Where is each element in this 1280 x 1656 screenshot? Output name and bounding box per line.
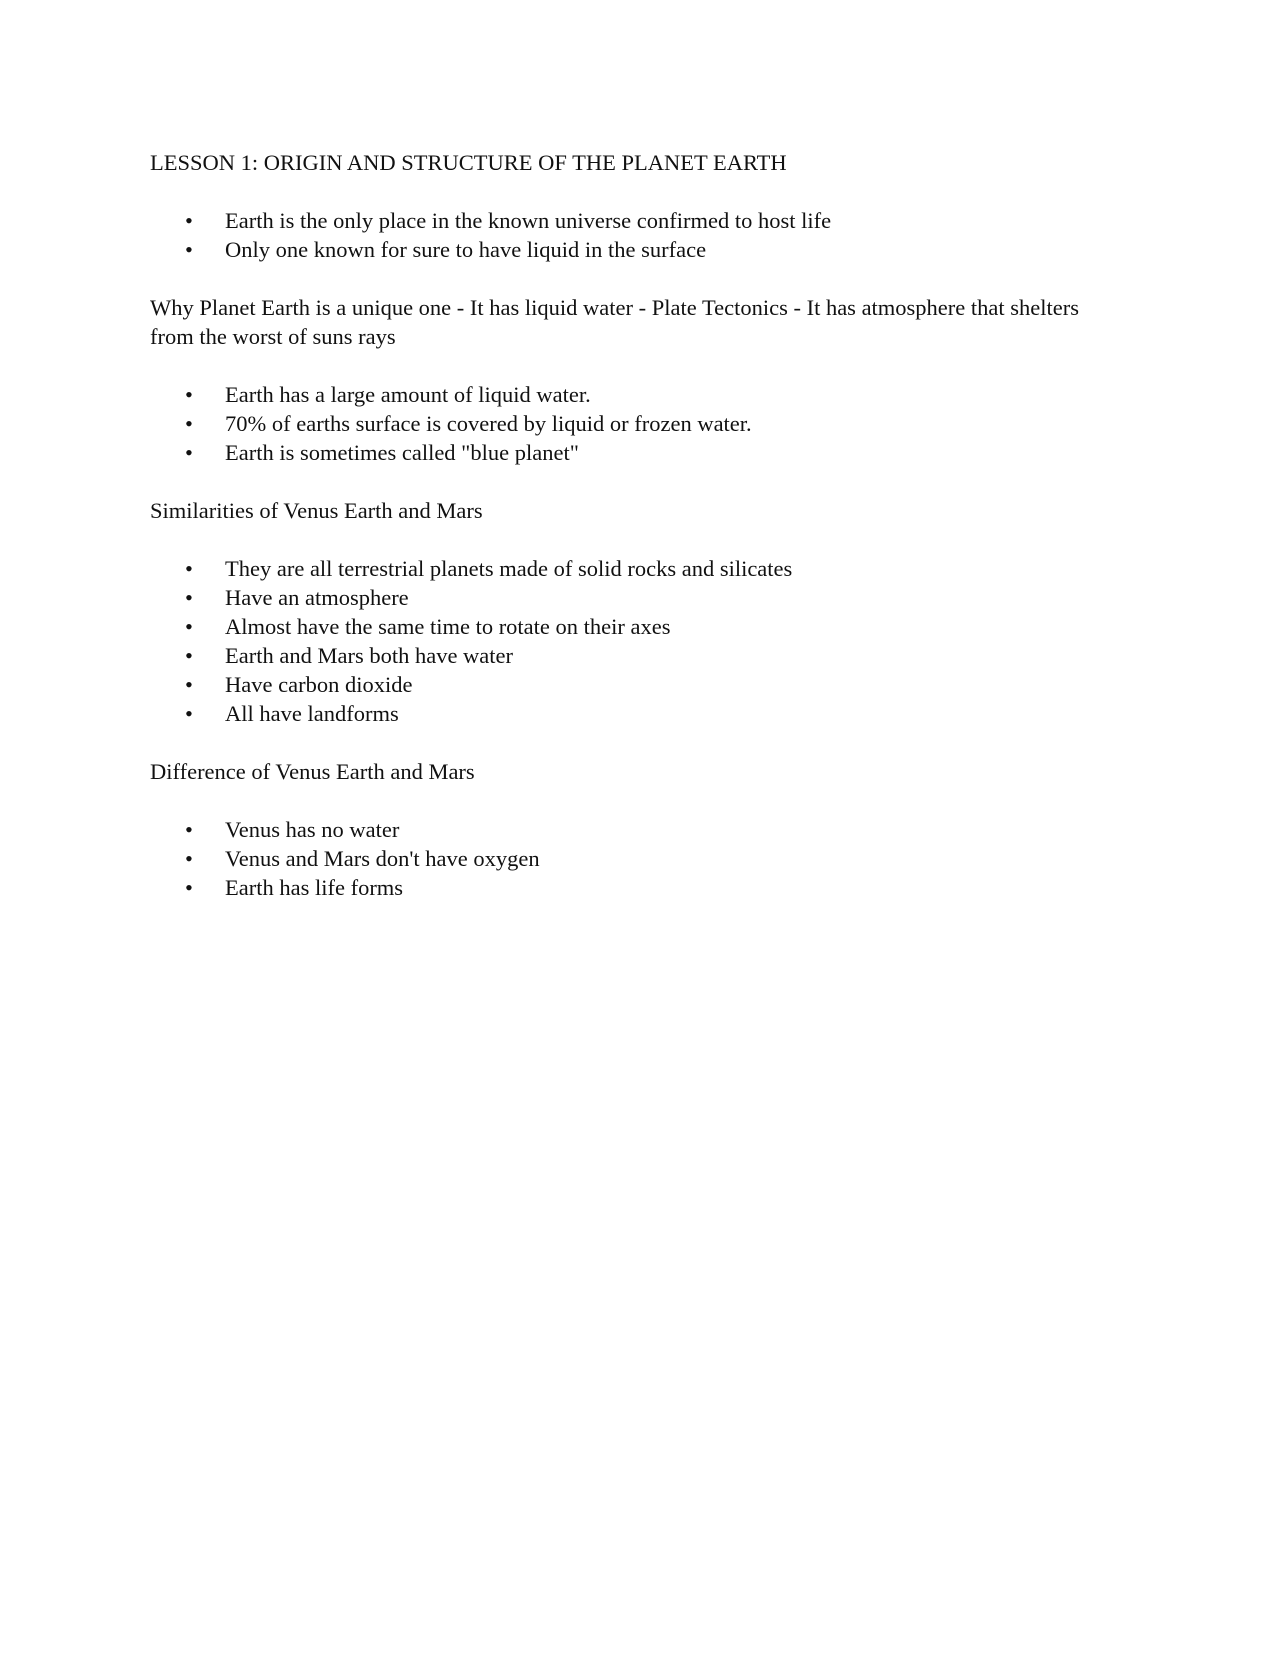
lesson-title: LESSON 1: ORIGIN AND STRUCTURE OF THE PLANET EARTH (150, 150, 787, 175)
list-item: • Have an atmosphere (150, 583, 1110, 612)
list-item: • Earth has a large amount of liquid water. (150, 380, 1110, 409)
similarities-bullet-list (150, 554, 1110, 728)
unique-paragraph: Why Planet Earth is a unique one - It has liquid water - Plate Tectonics - It has atmosphere that shelters from the worst of suns rays (150, 295, 1079, 349)
list-item: • Venus and Mars don't have oxygen (150, 844, 1110, 873)
document-page (150, 148, 1110, 931)
list-item: • 70% of earths surface is covered by liquid or frozen water. (150, 409, 1110, 438)
list-item: • Earth has life forms (150, 873, 1110, 902)
list-item: • They are all terrestrial planets made of solid rocks and silicates (150, 554, 1110, 583)
list-item: • Only one known for sure to have liquid in the surface (150, 235, 1110, 264)
list-item: • Venus has no water (150, 815, 1110, 844)
list-item: • Earth is sometimes called "blue planet" (150, 438, 1110, 467)
water-bullet-list (150, 380, 1110, 467)
list-item: • Have carbon dioxide (150, 670, 1110, 699)
similarities-heading: Similarities of Venus Earth and Mars (150, 498, 483, 523)
difference-heading: Difference of Venus Earth and Mars (150, 759, 475, 784)
intro-bullet-list (150, 206, 1110, 264)
difference-bullet-list (150, 815, 1110, 902)
list-item: • Earth and Mars both have water (150, 641, 1110, 670)
list-item: • All have landforms (150, 699, 1110, 728)
list-item: • Almost have the same time to rotate on their axes (150, 612, 1110, 641)
list-item: • Earth is the only place in the known universe confirmed to host life (150, 206, 1110, 235)
